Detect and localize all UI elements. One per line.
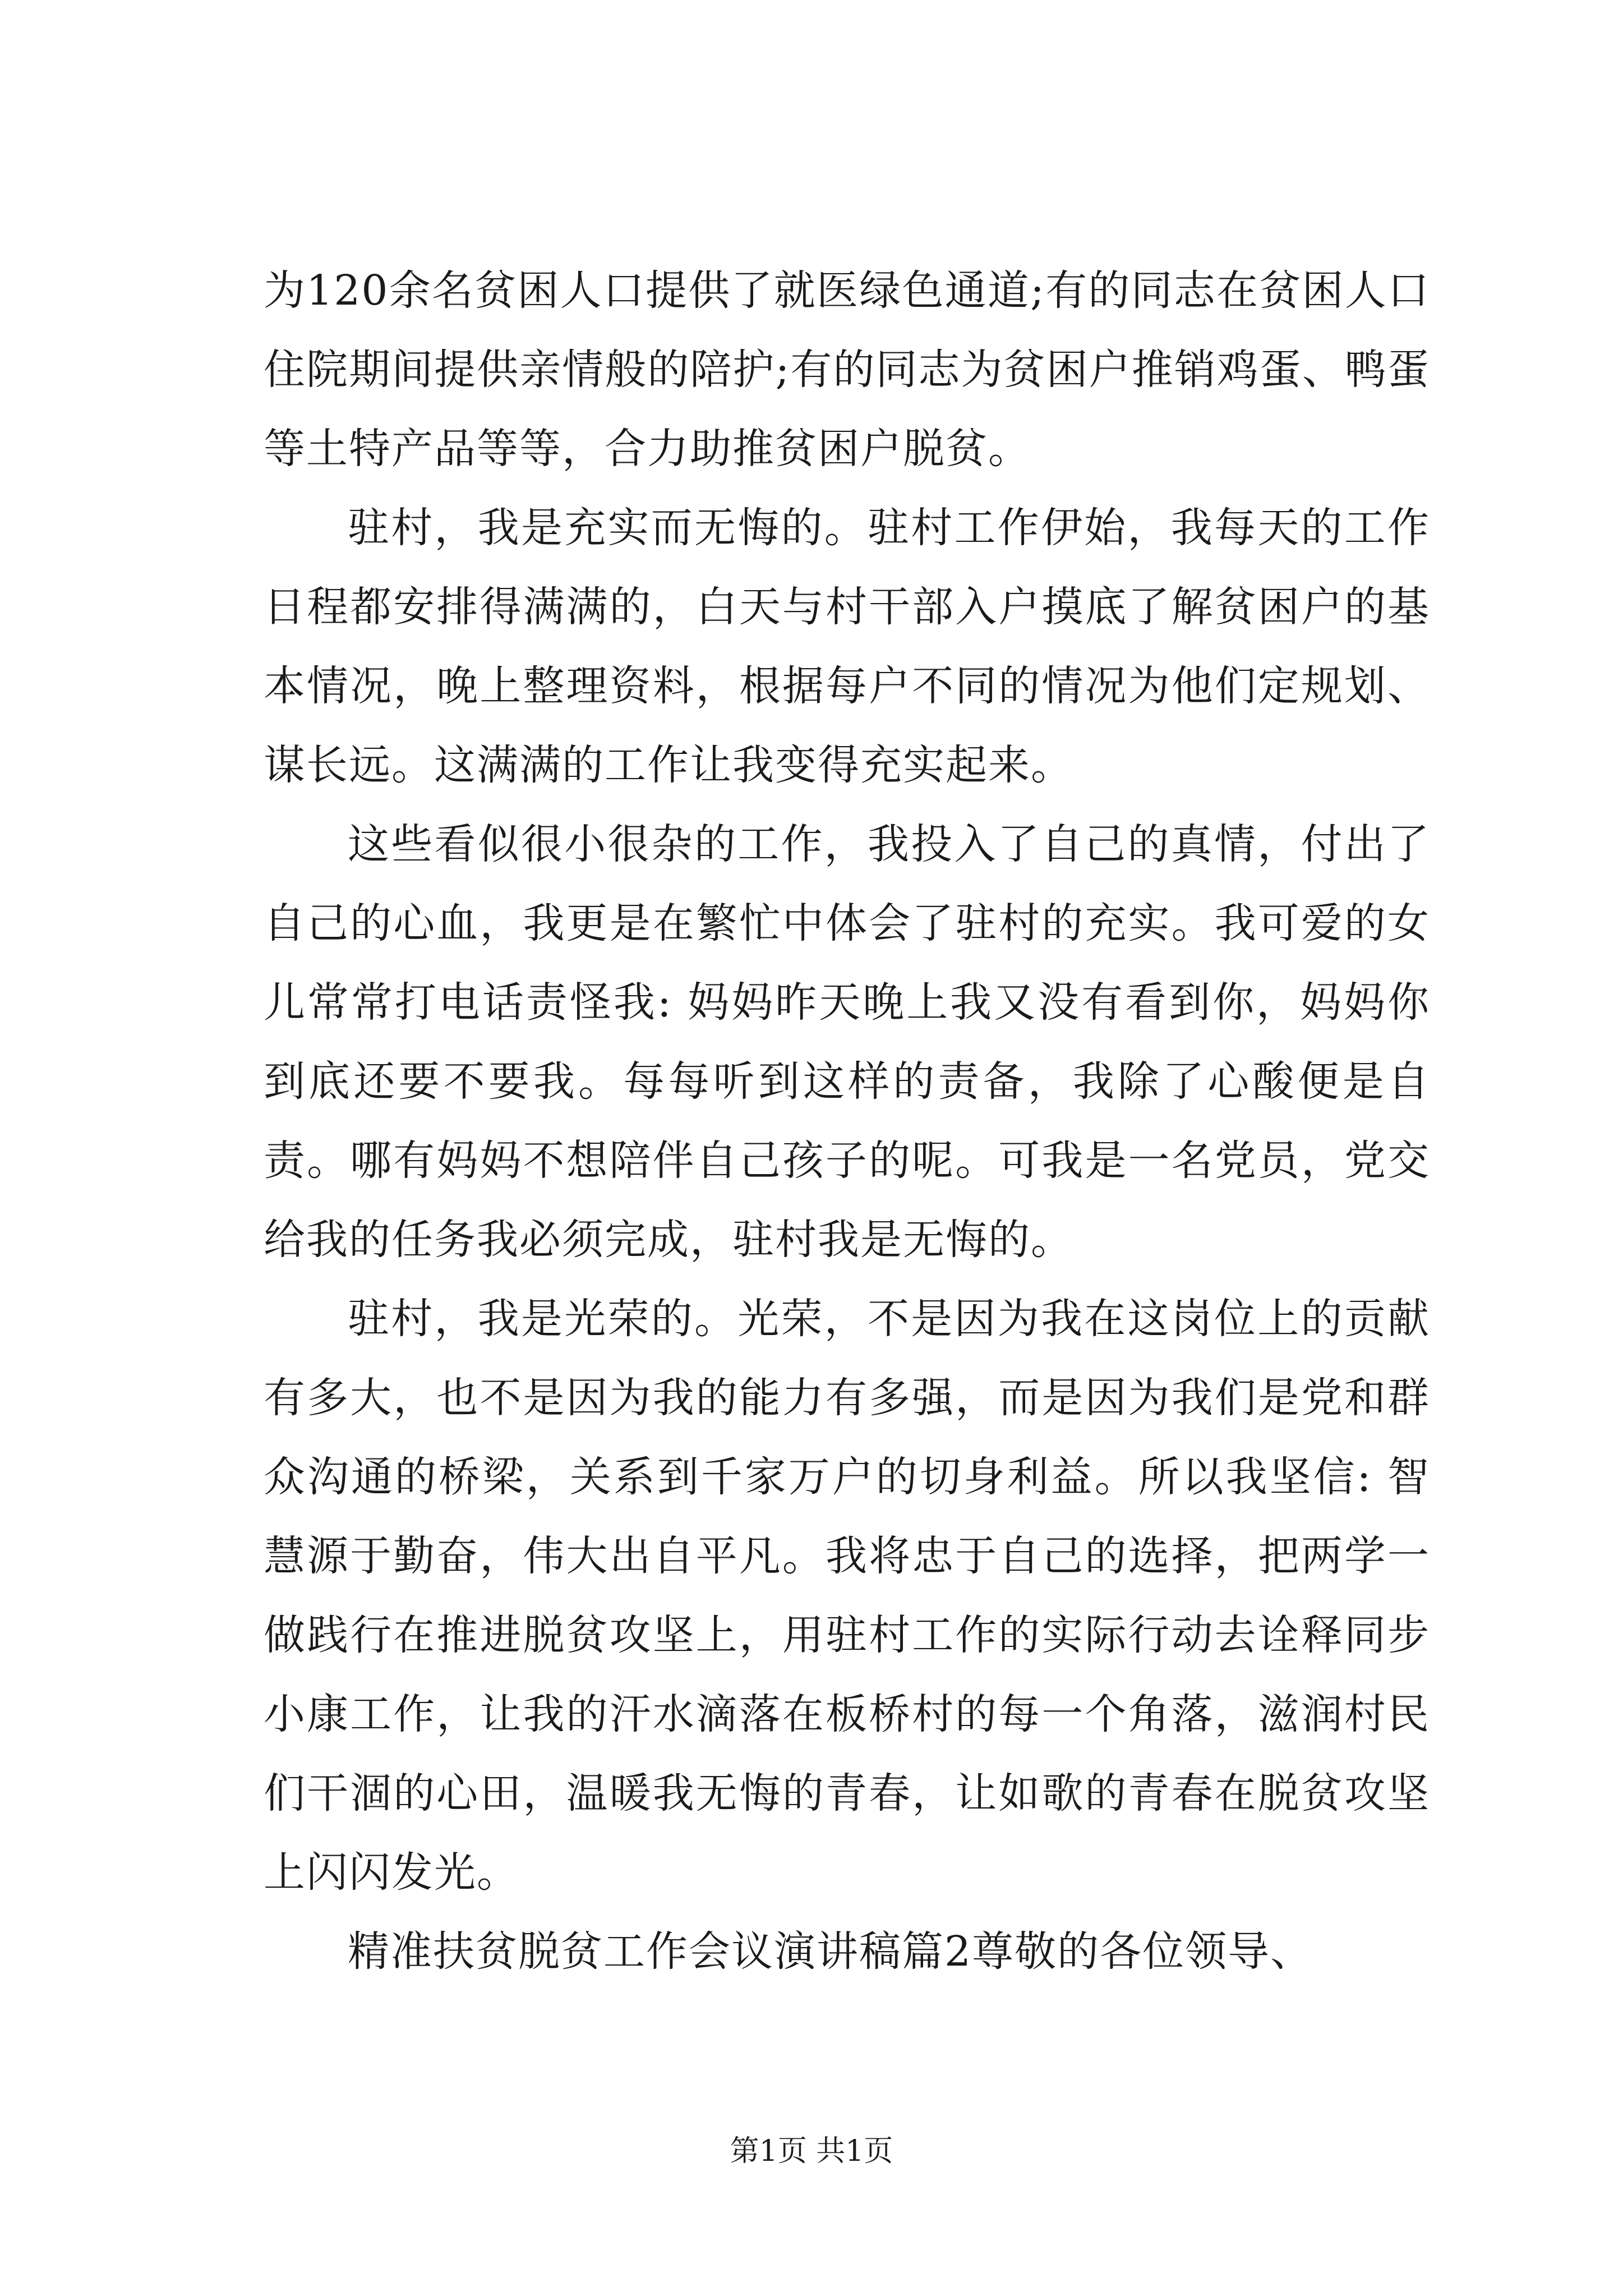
page-footer: 第1页 共1页 — [730, 2134, 893, 2168]
paragraph-continuation: 为120余名贫困人口提供了就医绿色通道;有的同志在贫困人口住院期间提供亲情般的陪护;有的同志为贫困户推销鸡蛋、鸭蛋等土特产品等等，合力助推贫困户脱贫。 — [264, 266, 1430, 473]
paragraph-fulfilled: 驻村，我是充实而无悔的。驻村工作伊始，我每天的工作日程都安排得满满的，白天与村干部入户摸底了解贫困户的基本情况，晚上整理资料，根据每户不同的情况为他们定规划、谋长远。这满满的工作让我变得充实起来。 — [264, 504, 1430, 789]
paragraph-no-regret: 这些看似很小很杂的工作，我投入了自己的真情，付出了自己的心血，我更是在繁忙中体会了驻村的充实。我可爱的女儿常常打电话责怪我: 妈妈昨天晚上我又没有看到你，妈妈你到底还要不要我。每每听到这样的责备，我除了心酸便是自责。哪有妈妈不想陪伴自己孩子的呢。可我是一名党员，党交给我的任务我必须完成，驻村我是无悔的。 — [264, 820, 1430, 1264]
paragraph-honor: 驻村，我是光荣的。光荣，不是因为我在这岗位上的贡献有多大，也不是因为我的能力有多强，而是因为我们是党和群众沟通的桥梁，关系到千家万户的切身利益。所以我坚信: 智慧源于勤奋，伟大出自平凡。我将忠于自己的选择，把两学一做践行在推进脱贫攻坚上，用驻村工作的实际行动去诠释同步小康工作，让我的汗水滴落在板桥村的每一个角落，滋润村民们干涸的心田，温暖我无悔的青春，让如歌的青春在脱贫攻坚上闪闪发光。 — [264, 1295, 1430, 1897]
document-body — [264, 251, 1430, 1991]
paragraph-next-article-title: 精准扶贫脱贫工作会议演讲稿篇2尊敬的各位领导、 — [348, 1927, 1313, 1976]
